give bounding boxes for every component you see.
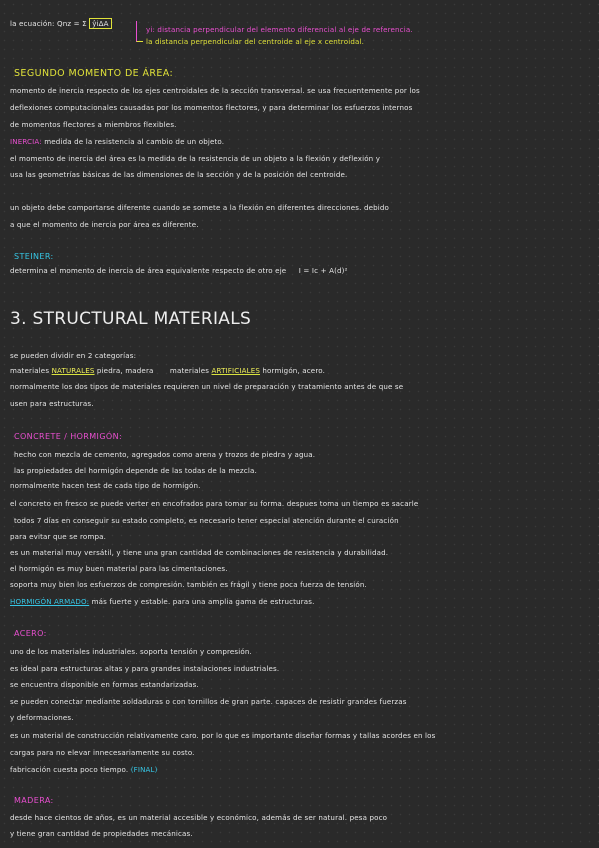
heading-concrete: CONCRETE / HORMIGÓN: [14, 432, 123, 441]
steel-line-7: cargas para no elevar innecesariamente su costo. [10, 748, 195, 757]
p3-line-2: a que el momento de inercia por área es diferente. [10, 220, 199, 229]
annotation-bracket [136, 21, 143, 42]
steel-line-5: y deformaciones. [10, 713, 74, 722]
p2-line-1: el momento de inercia del área es la medida de la resistencia de un objeto a la flexión y deflexión y [10, 154, 381, 163]
structural-l2-mid: piedra, madera [96, 366, 154, 375]
concrete-line-3: normalmente hacen test de cada tipo de hormigón. [10, 481, 201, 490]
structural-line-4: usen para estructuras. [10, 399, 94, 408]
heading-steel: ACERO: [14, 629, 47, 638]
steel-line-8 [10, 765, 158, 774]
structural-line-3: normalmente los dos tipos de materiales requieren un nivel de preparación y tratamiento antes de que se [10, 382, 404, 391]
concrete-line-1: hecho con mezcla de cemento, agregados como arena y trozos de piedra y agua. [14, 450, 316, 459]
concrete-line-8: el hormigón es muy buen material para las cimentaciones. [10, 564, 228, 573]
structural-naturales: NATURALES [51, 366, 95, 375]
steel-line-2: es ideal para estructuras altas y para grandes instalaciones industriales. [10, 664, 280, 673]
steel-line-8-extra: (FINAL) [130, 765, 158, 774]
hormigon-armado-text: más fuerte y estable. para una amplia gama de estructuras. [91, 597, 315, 606]
equation-label: la ecuación: [10, 19, 55, 28]
p1-line-1: momento de inercia respecto de los ejes centroidales de la sección transversal. se usa frecuentemente por los [10, 86, 420, 95]
structural-l2-mat: materiales [169, 366, 210, 375]
concrete-line-2: las propiedades del hormigón depende de las todas de la mezcla. [14, 466, 257, 475]
structural-l2-post: hormigón, acero. [262, 366, 326, 375]
heading-wood: MADERA: [14, 796, 54, 805]
p3-line-1: un objeto debe comportarse diferente cuando se somete a la flexión en diferentes direcciones. debido [10, 203, 390, 212]
steiner-line [10, 266, 348, 275]
steel-line-1: uno de los materiales industriales. soporta tensión y compresión. [10, 647, 252, 656]
concrete-line-4: el concreto en fresco se puede verter en encofrados para tomar su forma. despues toma un tiempo es sacarle [10, 499, 419, 508]
equation-line [10, 19, 112, 28]
inercia-line [10, 137, 224, 146]
structural-artificiales: ARTIFICIALES [211, 366, 260, 375]
p2-line-2: usa las geometrías básicas de las dimensiones de la sección y de la posición del centroide. [10, 170, 348, 179]
steel-line-8-text: fabricación cuesta poco tiempo. [10, 765, 129, 774]
steel-line-4: se pueden conectar mediante soldaduras o con tornillos de gran parte. capaces de resistir grandes fuerzas [10, 697, 407, 706]
concrete-line-10 [10, 597, 315, 606]
inercia-label: INERCIA: [10, 137, 42, 146]
heading-second-moment: SEGUNDO MOMENTO DE ÁREA: [14, 68, 174, 79]
wood-line-2: y tiene gran cantidad de propiedades mecánicas. [10, 829, 193, 838]
inercia-definition: medida de la resistencia al cambio de un objeto. [44, 137, 225, 146]
wood-line-1: desde hace cientos de años, es un material accesible y económico, además de ser natural. pesa poco [10, 813, 388, 822]
steel-line-3: se encuentra disponible en formas estandarizadas. [10, 680, 199, 689]
equation-formula: Qnz = Σ [56, 19, 87, 28]
concrete-line-6: para evitar que se rompa. [10, 532, 106, 541]
steiner-text: determina el momento de inercia de área equivalente respecto de otro eje [10, 266, 287, 275]
steel-line-6: es un material de construcción relativamente caro. por lo que es importante diseñar formas y tallas acordes en los [10, 731, 436, 740]
structural-l2-pre: materiales [10, 366, 50, 375]
structural-line-2 [10, 366, 325, 375]
concrete-line-7: es un material muy versátil, y tiene una gran cantidad de combinaciones de resistencia y durabilidad. [10, 548, 389, 557]
concrete-line-9: soporta muy bien los esfuerzos de compresión. también es frágil y tiene poca fuerza de tensión. [10, 580, 367, 589]
hormigon-armado-label: HORMIGÓN ARMADO: [10, 597, 90, 606]
note-magenta: yi: distancia perpendicular del elemento diferencial al eje de referencia. [146, 25, 413, 34]
heading-structural-materials: 3. STRUCTURAL MATERIALS [10, 309, 252, 329]
structural-line-1: se pueden dividir en 2 categorías: [10, 351, 137, 360]
p1-line-3: de momentos flectores a miembros flexibles. [10, 120, 177, 129]
heading-steiner: STEINER: [14, 252, 54, 261]
steiner-formula: I = Ic + A(d)² [298, 266, 348, 275]
note-yellow: la distancia perpendicular del centroide al eje x centroidal. [146, 37, 364, 46]
concrete-line-5: todos 7 días en conseguir su estado completo, es necesario tener especial atención durante el curación [14, 516, 399, 525]
equation-term: ŷiΔA [89, 18, 111, 29]
p1-line-2: deflexiones computacionales causadas por los momentos flectores, y para determinar los esfuerzos internos [10, 103, 413, 112]
